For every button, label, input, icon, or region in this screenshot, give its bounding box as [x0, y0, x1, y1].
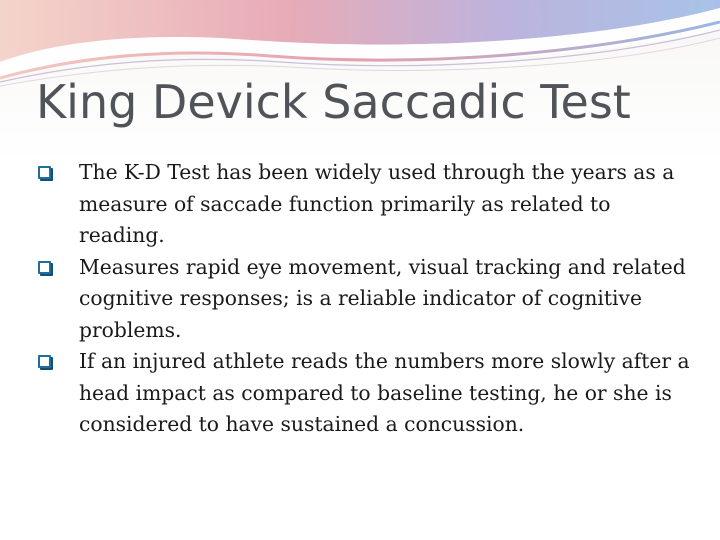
bullet-text: If an injured athlete reads the numbers more slowly after a head impact as compared to baseline testing, he or she is considered to have sustained a concussion. — [79, 349, 690, 436]
bullet-list — [36, 157, 696, 441]
square-bullet-icon — [38, 355, 51, 368]
slide-title: King Devick Saccadic Test — [36, 75, 631, 129]
square-bullet-icon — [38, 261, 51, 274]
bullet-text: The K-D Test has been widely used through the years as a measure of saccade function primarily as related to reading. — [79, 160, 675, 247]
bullet-item — [36, 346, 696, 441]
bullet-item — [36, 252, 696, 347]
bullet-text: Measures rapid eye movement, visual tracking and related cognitive responses; is a reliable indicator of cognitive problems. — [79, 254, 686, 342]
square-bullet-icon — [38, 166, 51, 179]
bullet-item — [36, 157, 696, 252]
